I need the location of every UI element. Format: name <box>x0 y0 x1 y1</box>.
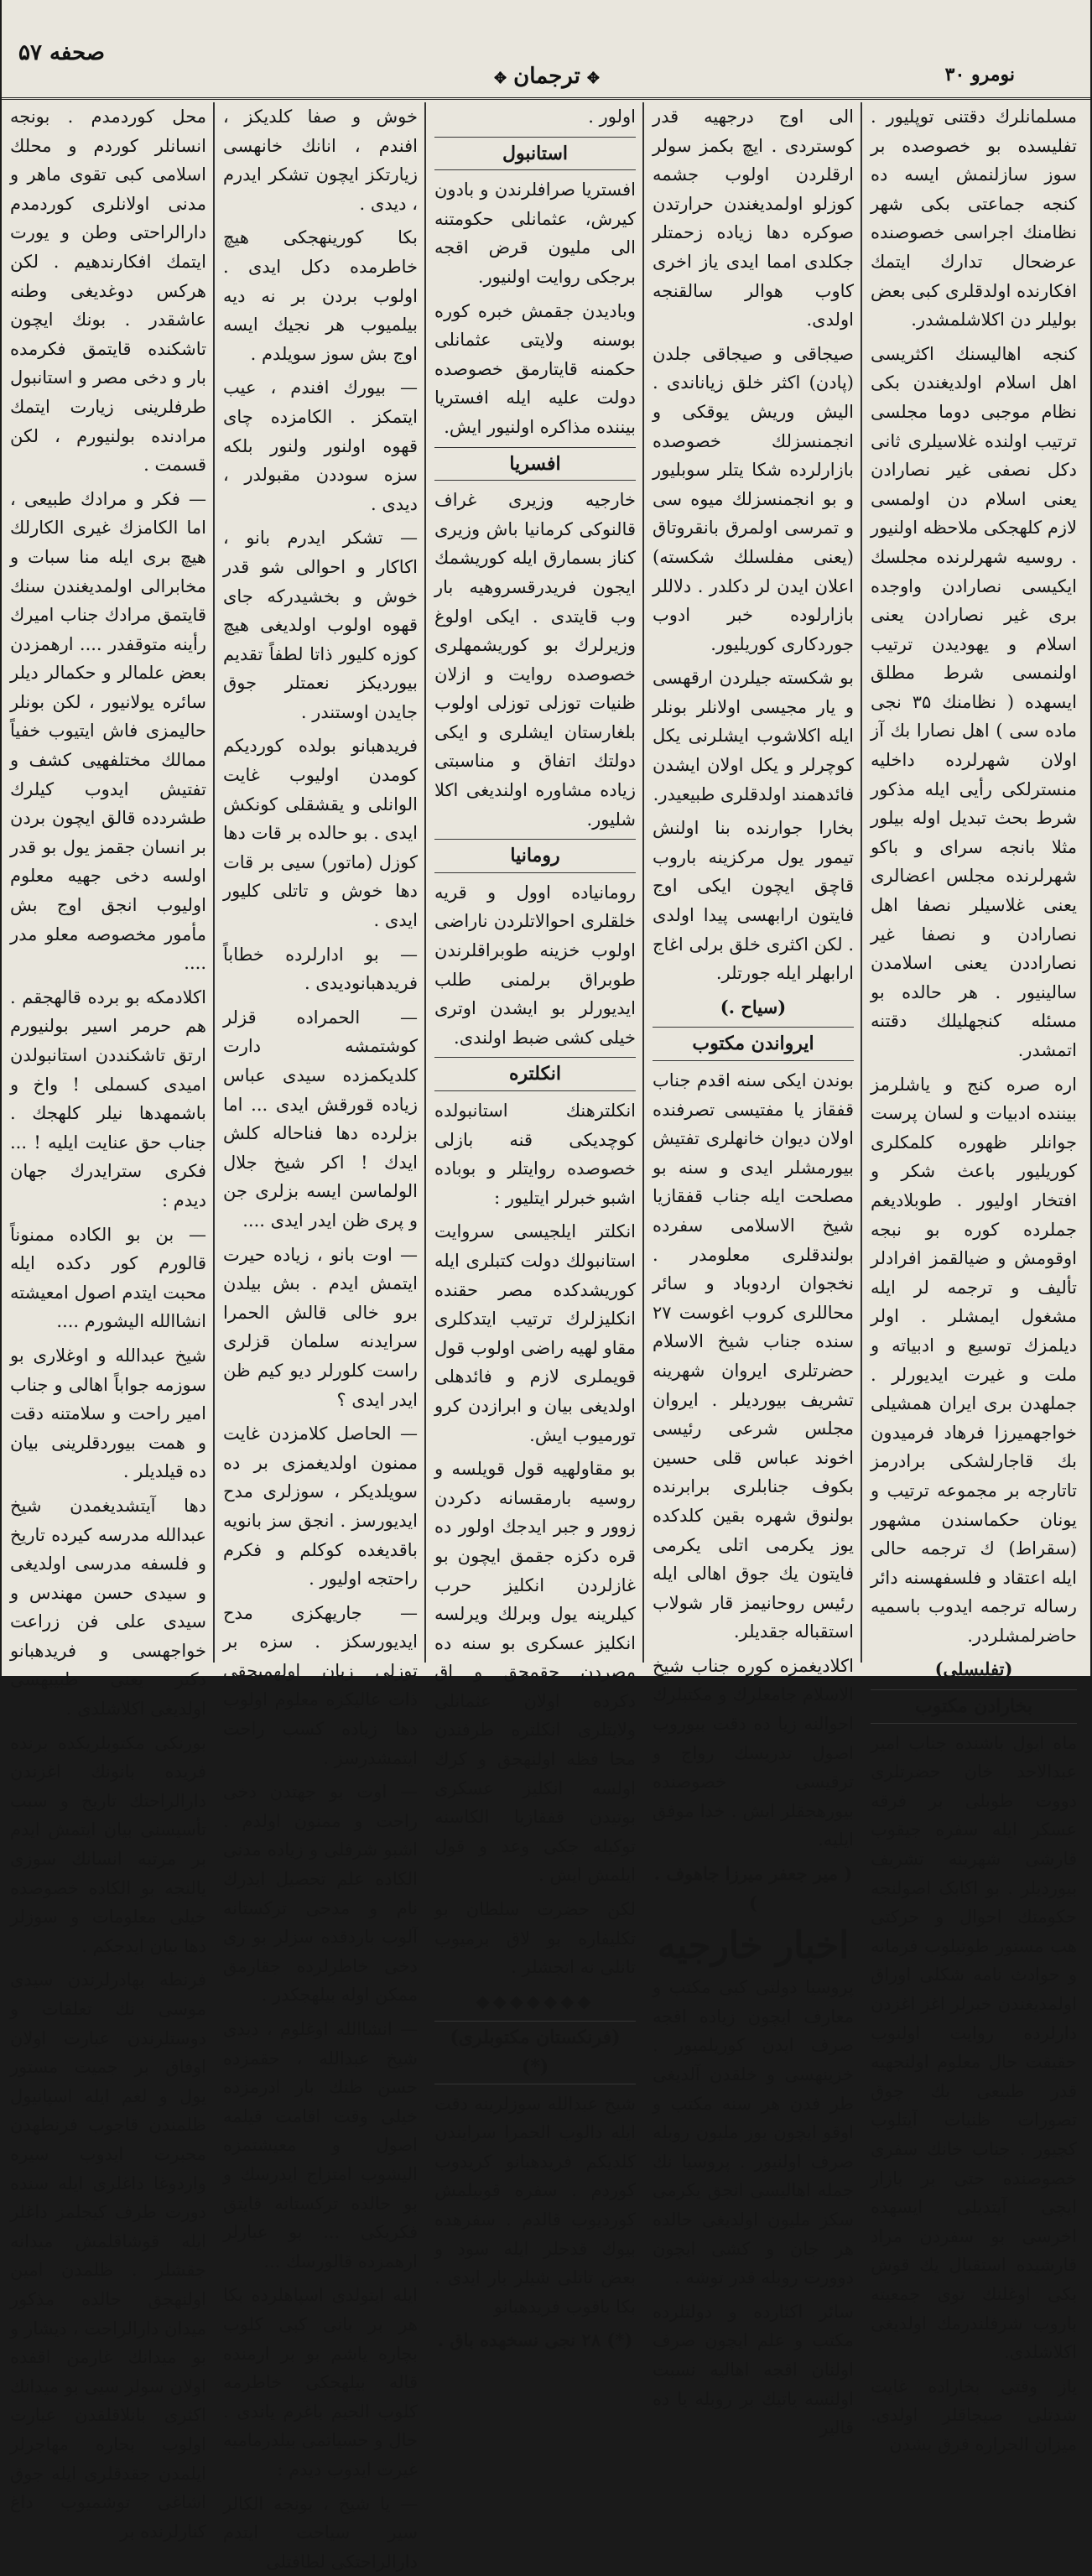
paragraph: — انشاالله اوغلوم ، دیدی شیخ عبدالله ، حقمزده حسن ظنك بار ادرمزده خیلی وقت اقامت قیلمه اصول و معیشتمزه الیشوب امتزاج ایدرسك و بو حالده ترکستانه قایتق فکریکی ... بو عبارلر ارهمزده قالورسك ... <box>223 2015 418 2276</box>
paragraph: خارجیه وزیری غراف قالنوکی کرمانیا باش وزیری کناز بسمارق ایله کوریشمك ایجون فریدرقسروهیه بار وب قایتدی . ایکی اولوغ وزیرلرك بو کوریشمهلری خصوصده روایت و ازلان ظنیات توزلی توزلی اولوب بلغارستان ایشلری و ایکی دولتك اتفاق و مناسبتی زیاده مشاوره اولندیغی اکلا شلیور. <box>434 486 636 834</box>
newspaper-title: ✥ ترجمان ✥ <box>455 64 639 89</box>
paragraph: کنجه اهالیسنك اکثریسی اهل اسلام اولدیغندن بکی نظام موجبی دوما مجلسی ترتیب اولنده غلاسیلری ثانی دکل نصفی غیر نصارادن یعنی اسلام دن اولمسی لازم کلهجکی ملاحظه اولنیور . روسیه شهرلرنده مجلسك ایکیسی نصارادن واوجده بری غیر نصارادن یعنی اسلام و یهودیدن ترتیب اولنمسی شرط مطلق ایسهده ( نظامنك ۳۵ نجی ماده سی ) اهل نصارا بك آز اولان شهرلرده داخلیه منسترلکی رأیی ایله مذکور شرط بحث تبدیل اوله بیلور مثلا بانجه سرای و باکو شهرلرنده مجلس اعضالری یعنی غلاسیلر نصفا اهل نصارادن و نصفا غیر نصاراددن یعنی اسلامدن سالینیور . هر حالده بو مسئله کنجهلیلك دقتنه اتمشدر. <box>871 340 1077 1065</box>
column-divider <box>424 102 426 1663</box>
column-4 <box>223 102 418 1663</box>
paragraph: بخارا جوارنده بنا اولنش تیمور یول مرکزینه باروب قاچق ایچون ایکی اوج فایتون ارابهسی پیدا اولدی . لکن اکثری خلق برلی اغاج ارابهلر ایله جورتلر. <box>653 814 854 988</box>
ornament-divider: ◆◆◆◆◆◆◆ <box>434 1987 636 2017</box>
paragraph: — بیورك افندم ، عیب ایتمکز . الکامزده چای قهوه اولنور ولنور بلکه سزه سوددن مقبولدر ، دیدی . <box>223 373 418 518</box>
paragraph: شیخ عبدالله و اوغلاری بو سوزمه جواباً اهالی و جناب امیر راحت و سلامتنه دقت و همت بیوردقلرینی بیان ده قیلدیلر . <box>10 1341 206 1486</box>
paragraph: — بو ادارلرده خطاباً فریدهبانودیدی . <box>223 940 418 998</box>
page-header <box>2 32 1090 99</box>
signature: ( میر جعفر میرزا جاهوف . ) <box>653 1860 854 1918</box>
paragraph: انکلترهنك استانبولده کوچدیکی قنه بازلی خصوصده روایتلر و بوباده اشبو خبرلر ایتلیور : <box>434 1096 636 1212</box>
paragraph: فریدهبانو بولده کوردیکم کومدن اولیوب غایت الوانلی و یقشقلی کونکش ایدی . بو حالده بر قات دها کوزل (ماتور) سیی بر قات دها خوش و تاتلی کلیور ایدی . <box>223 731 418 934</box>
paragraph: — تشکر ایدرم بانو ، اکاکار و احوالی شو قدر خوش و بخشیدرکه جای قهوه اولوب اولدیغی هیچ کوزه کلیور ذاتا لطفاً تقدیم بیوردیکز نعمتلر جوق جایدن اوستندر . <box>223 523 418 726</box>
paragraph: ماه ایول باشنده جناب امیر عبدالاحد خان حضرتلری دووت طوبلی بر فرقه عسکر ایله سفره جیقوب قارشی شهرینه تشریف بیوردیلر . بو اکابک اصولنجه حکومتك احوال و حرکتی هب مستور طوتیلوب فرمانه و حوادث نامه شکلی اوراق اولمدیغندن خبرلر اغز اغزدن دارلرده روایت اولنوب حقیقت حال معلوم اولنجهیه قدر طبیعی بك چوق تصورات ظنیات آیتلوب کچیور . جناب خانك سفری خصوصنده حتی بر بازار ایچی آیتدیلی ایسهده اخرسی بو سفردن مراد قارشیده استقبال یك قوش بکی اوغلنك توی جمعیته باروب شرفلندرمك اولدیغی اکلاشلدی. <box>871 1729 1077 2367</box>
paragraph: اکلادمکه بو برده قالهجقم . هم حرمر اسیر بولنیورم ارتق تاشکنددن استانبولدن امیدی کسملی ! واخ و باشمهدها نیلر کلهجك . جناب حق عنایت ایلیه ! ... فکری سترایدرك جهان دیدم : <box>10 983 206 1215</box>
paragraph: بکا کورینهجکی هیچ خاطرمده دکل ایدی . اولوب بردن بر نه دیه بیلمیوب هر نجیك ایسه اوج بش سوز سویلدم . <box>223 223 418 368</box>
paragraph: شیخ عبدالله سوزلرینه دقت ایله دالوب الحمرا سرایندن کلدیکم فریدهبانو کریدوب کوردم . سفره قوبیلمش کوردیوب قالدم . سفرهده بیوك قدحلر ایله سود و بعض تاتلی شیلر بار ایدی . بکا باقوب فریدهبانو <box>434 2089 636 2322</box>
section-heading: انکلتره <box>434 1057 636 1091</box>
signature: (*) ۲۸ نجی نسخهده باق . <box>434 2326 636 2355</box>
paragraph: انکلتر ایلجیسی سروایت استانبولك دولت کتبلری ایله کوریشدکده مصر حقنده انکلیزلرك ترتیب ایتدکلری مقاو لهیه راضی اولوب قول قویملری لازم و فائدهلی اولدیغی بیان و ابرازدن کرو تورمیوب ایش. <box>434 1217 636 1449</box>
section-heading: (فرنکستان مکتوبلری) (*) <box>434 2021 636 2084</box>
column-1 <box>871 102 1077 1663</box>
paragraph: — یا شیخ ، بونجه الکالر سیر سیاحت ایتدم دارالراحتکی لطافتلی <box>223 2490 418 2576</box>
paragraph: دها آیتشدیغمدن شیخ عبدالله مدرسه کیرده تاریخ و فلسفه مدرسی اولدیغی و سیدی حسن مهندس و سیدی علی فن زراعت خواجهسی و فریدهبانو دکتر یعنی طبیبهسی اولدیغی اکلاشلدی . <box>10 1491 206 1724</box>
column-5 <box>10 102 206 1663</box>
paragraph: لکن حضرت سلطان بو تکلیفاره بو لاق برمیوب تانلی نه اتجشلر . <box>434 1895 636 1982</box>
header-rule <box>2 97 1090 100</box>
section-heading: رومانیا <box>434 839 636 873</box>
paragraph: مسلمانلرك دقتنی توپلیور . تفلیسده بو خصوصده بر سوز سازلنمش ایسه ده کنجه جماعتی بکی شهر نظامنك اجراسی خصوصنده عرضحال تدارك ایتمك افکارنده اولدقلری کبی بعض بولیلر دن اکلاشلمشدر. <box>871 102 1077 335</box>
paragraph: رومانیاده اوول و قریه خلقلری احوالاتلردن ناراضی اولوب خزینه طوبراقلرندن طوبراق برلمنی طلب ایدیورلر بو ایشدن اوتری خیلی کشی ضبط اولندی. <box>434 878 636 1053</box>
paragraph: — بن بو الکاده ممنوناً قالورم کور دکده ایله محبت ایتدم اصول امعیشته انشاالله الیشورم .... <box>10 1220 206 1336</box>
paragraph: بوندن ایکی سنه اقدم جناب قفقاز یا مفتیسی تصرفنده اولان دیوان خانهلری تفتیش بیورمشلر ایدی و سنه بو مصلحت ایله جناب قفقازیا شیخ الاسلامی سفرده بولندقلری معلومدر . نخجوان اردوباد و سائر محاللری کروب اغوست ۲۷ سنده جناب شیخ الاسلام حضرتلری ایروان شهرینه تشریف بیوردیلر . ایروان مجلس شرعی رئیسی اخوند عباس قلی حسین بکوف جنابلری برابرنده بولنوق شهره بقین کلدکده یوز یکرمی اتلی یکرمی فایتون یك جوق اهالی ایله رئیس روحانیمز قار شولاب استقباله جقدیلر. <box>653 1066 854 1647</box>
paragraph: فرنطه بهادرلرندن سیدی موسی نك تعلقات و دوستلرندن عبارت اولان اوفاق بر جمیت مستور یول و لغم ایله اسپانیول ظلمندن قاجوب فرنطهدن محبرت ایدوب سیره واردوغا داغلری ایله سنده دورت طرف کیجلمز داغلر ایله قوشاقلمش میدانه جقشلر . ظلمدن امین اولنهجق حالده مذکور میدان دارالراحت ، دیشار و بو میدانك غارمن اقفده اولان سولر سیی بو میدانك اکثری بانلاقلقدن عبارت اولوب بحاره مهاجرلر ایلمدن جقدقلری ایله جوق اشاغی توشمیوب داغ کنارلرنده بر <box>10 1965 206 2546</box>
paragraph: — اوت بانو ، زیاده حیرت ایتمش ایدم . بش بیلدن برو خالی قالش الحمرا سرایدنه سلمان قزلری راست کلورلر دیو کیم ظن ایدر ایدی ؟ <box>223 1241 418 1415</box>
paragraph: — الحاصل کلامزدن غایت ممنون اولدیغمزی بر ده سویلدیکر ، سوزلری مدح ایدیورسز . انجق سز بانویه باقدیغده کوکلم و فکرم راحتجه اولیور . <box>223 1419 418 1594</box>
paragraph: سائر اکثارده و دولتلرده مکتب و علم ایچون صرف اولنان اقجه اهالیه نسبت اولنسه یاتیك بر روبله یا ده قالیر <box>653 2298 854 2443</box>
paragraph: — فکر و مرادك طبیعی ، اما الکامزك غیری الکارلك هیچ بری ایله منا سبات و مخابرالی اولمدیغندن سنك قایتمق مرادك جناب امیرك رأینه متوقفدر .... ارهمزدن بعض علمالر و حکمالر دیلر سائره یولانیور ، لکن بونلر حالیمزی فاش ایتیوب خفیاً ممالك مختلفهیی کشف و تفتیش ایدوب کیلرك طشردده قالق ایچون بردن بر انسان جقمز یول بو قدر اولسه دخی جهیه معلوم اولیوب انجق اوج بش مأمور مخصوصه معلو مدر .... <box>10 485 206 978</box>
paragraph: — جاریهکزی مدح ایدیورسکز . سزه بر توزلی زبان اولهمیجقی ذات عالیکزه معلوم اولوب دها زیاده کسب راحت ایتمشدرسز . <box>223 1599 418 1773</box>
column-divider <box>213 102 215 1663</box>
section-heading: ایرواندن مکتوب <box>653 1027 854 1061</box>
paragraph: اولور . <box>434 102 636 132</box>
issue-number: نومرو ۳۰ <box>945 64 1015 86</box>
paragraph: محل کوردمدم . بونجه انسانلر کوردم و محلك اسلامی کبی تقوی ماهر و مدنی اولانلری کوردمدم دارالراحتی وطن و یورت ایتمك افکارندهیم . لکن هرکس دوغدیغی وطنه عاشقدر . بونك ایچون تاشکنده قایتمق فکرمده بار و دخی مصر و استانبول طرفلرینی زیارت ایتمك مرادنده بولنیورم ، لکن قسمت . <box>10 102 206 480</box>
paragraph: بو مقاولهیه قول قویلسه و روسیه بارمقسانه دکردن زوور و جبر ایدجك اولور ده قره دکزه جقمق ایچون بو غازلردن انکلیز حرب کیلرینه یول وبرلك ویرلسه انکلیز عسکری بو سنه ده مصردن جقمجق و اق دکرده اولان عثمانلی ولایتلری انکلتره طرفندن محا فظه اولنهجق و کرك اولسه انکلیز عسکری بوتیدن قفقازیا الکاسنه توکیله جکی وعد و قول ایلمش ایش . <box>434 1455 636 1890</box>
newspaper-page <box>2 0 1090 1676</box>
signature: (تفلیسلی) <box>871 1655 1077 1684</box>
page-number: صحفه ۵۷ <box>18 40 105 65</box>
section-heading: استانبول <box>434 137 636 171</box>
section-heading: افسریا <box>434 447 636 481</box>
paragraph: — الحمراده قزلر کوشتمشه دارت کلدیکمزده سیدی عباس زیاده قورقش ایدی ... اما بزلرده دها فناحاله کلش ایدك ! اکر شیخ جلال الولماسن ایسه بزلری جن و پری ظن ایدر ایدی .... <box>223 1003 418 1236</box>
paragraph: افستریا صرافلرندن و بادون کیرش، عثمانلی حکومتنه الی ملیون قرض اقجه برجکی روایت اولنیور. <box>434 175 636 291</box>
paragraph: ایله ایتولدی اسپاهلرده بکا هر بر بانی کبی کلوب بچاره یاشم بو بر ارمنده قاله بیلهجکی خاطرمه کلوب الحیم باغرم یاندی . حال و حسیاتمی بیلدرمامیه غیرت ایدوب دیدم : <box>223 2281 418 2484</box>
paragraph: صیجاقی و صیجاقی جلدن (پادن) اکثر خلق زیاناندی . الیش وریش یوقکی و انجمنسزلك خصوصده بازارلرده شکا یتلر سوبلیور و بو انجمنسزلك میوه سی و تمرسی اولمرق بانقروتاق (یعنی مفلسلك شکسته) اعلان ایدن لر دکلدر . دلاللر بازارلوده خبر ادوب جوردکاری کوریلیور. <box>653 340 854 659</box>
paragraph: بو شکسته جیلردن ارقهسی و یار مجیسی اولانلر بونلر ایله اکلاشوب ایشلرنی یکل کوچرلر و یکل اولان ایشدن فائدهمند اولدقلری طبیعیدر. <box>653 664 854 809</box>
paragraph: اره صره کنج و یاشلرمز بیننده ادبیات و لسان پرست جوانلر ظهوره کلمکلری کوریلیور باعث شکر و افتخار اولیور . طوبلادیغم جملرده کوره بو نبجه اوقومش و ضیالقمز افرادلر تألیف و ترجمه لر ایله مشغول ایمشلر . اولر دیلمزك توسیع و ادبیاته و ملت و غیرت ایدیورلر . جملهدن بری ایران همشیلی خواجهمیرزا فرهاد فرمیدون بك قاجارلشکی برادرمز تاتارجه بر مجموعه ترتیب و یونان حکماسندن مشهور (سقراط) ك ترجمه حالی ایله اعتقاد و فلسفهسنه دائر رساله ترجمه ایدوب باسمیه حاضرلمشلردر. <box>871 1070 1077 1651</box>
paragraph: بورنکی مکتوبلریکده برنده فریده بانونك اغزندن دارالراحتك تاریخ و سبب تأسیسنی بیان ایتمش ایدم بر مرتبه انسانك سوزی یالنجه بو الکاده خصوصده خیلی معلومات و سوزلر دها بیان ایدجکم . <box>10 1729 206 1961</box>
section-banner: اخبار خارجیه <box>653 1923 854 1970</box>
paragraph: اکلادیغمزه کوره جناب شیخ الاسلام جامعلرك و مکتبلرك احوالنه زیا ده دقت بیوروب اصول تدریسك رواج و ترقیسی خصوصنده بیورهجقلر ایش . خدا موفق ایلیه. <box>653 1652 854 1855</box>
column-2 <box>653 102 854 1663</box>
column-divider <box>642 102 644 1663</box>
paragraph: — اوت بو جهتدن دخی راحت و ممنون اولدم . اشبو شرفلی و زیاده مدنی الکاده علم تحصیل ایدرك نام و مدحی ترکستانه آلوب باردقده سزلر بو ری دخی خاطرلرده جقارمق ممکن اوله بیلهجکدر . <box>223 1777 418 2010</box>
signature: (سیاح .) <box>653 993 854 1023</box>
paragraph: خوش و صفا کلدیکز ، افندم ، انانك خانهسی زیارتکز ایچون تشکر ایدرم ، دیدی . <box>223 102 418 218</box>
paragraph: الی اوج درجهیه قدر کوستردی . ایچ بکمز سولر ارقلردن اولوب جشمه کوزلو اولمدیغندن حرارتدن صوکره دها زیاده زحمتلر جکلدی امما ایدی یاز اخری کاوب هوالر سالقنجه اولدی. <box>653 102 854 335</box>
column-divider <box>861 102 862 1663</box>
paragraph: وبادیدن جقمش خبره کوره بوسنه ولایتی عثمانلی حکمنه قایتارمق خصوصده دولت علیه ایله افستریا بیننده مذاکره اولنیور ایش. <box>434 297 636 442</box>
column-3 <box>434 102 636 1663</box>
paragraph: یاز وقتی بخاراده غایت شدتلی صیجاقلر اولدی. میزان الحراره فرق بشدن <box>871 2372 1077 2459</box>
section-heading: بخارادن مکتوب <box>871 1689 1077 1724</box>
paragraph: پروسیا دولتی کبی مکتب و معارف ایچون زیاده اقجه صرف ایدن کوریلمیور . خزینهسی و خلقدن آلدیغی طر فدن هر سنه مکتب و اوقو ایچون یوز ملیون روبله صرف اولنیور . پروسیا نك جمله اهالیسی انجق یکرمی سکز ملیون اولدیغی حالده هر جان و کشی ایچون دوورت روبله قدر توشه . <box>653 1973 854 2292</box>
